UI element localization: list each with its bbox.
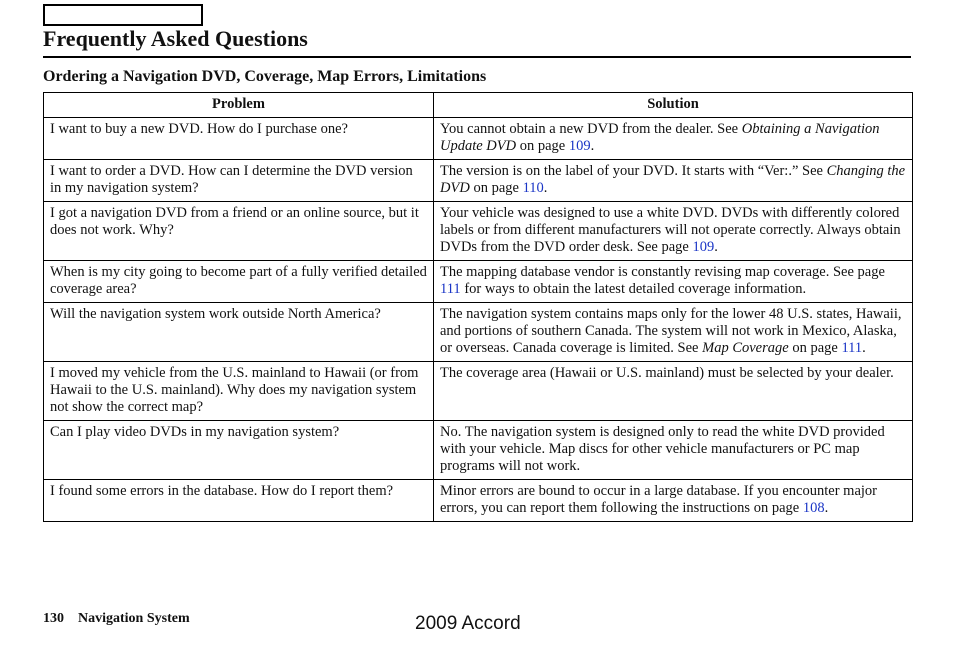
table-row: [44, 261, 913, 303]
table-row: [44, 303, 913, 362]
page-reference-link[interactable]: 109: [692, 239, 715, 255]
solution-cell: [434, 480, 913, 522]
section-reference: Map Coverage: [702, 340, 789, 356]
page-reference-link[interactable]: 111: [841, 340, 863, 356]
title-divider: [43, 56, 911, 58]
problem-cell: When is my city going to become part of a fully verified detailed coverage area?: [44, 261, 434, 303]
solution-text: .: [543, 180, 548, 196]
faq-table-body: [44, 118, 913, 522]
solution-text: on page: [788, 340, 842, 356]
solution-text: The navigation system contains maps only for the lower 48 U.S. states, Hawaii, and portions of southern Canada. The system will not work in Mexico, Alaska, or overseas. Canada coverage is limited. See: [440, 306, 902, 356]
solution-text: The coverage area (Hawaii or U.S. mainland) must be selected by your dealer.: [440, 365, 894, 381]
solution-cell: [434, 202, 913, 261]
solution-column-header: Solution: [434, 93, 913, 118]
solution-cell: [434, 421, 913, 480]
page-reference-link[interactable]: 108: [802, 500, 825, 516]
problem-cell: I moved my vehicle from the U.S. mainland to Hawaii (or from Hawaii to the U.S. mainland). Why does my navigation system not show the correct map?: [44, 362, 434, 421]
table-row: [44, 362, 913, 421]
solution-text: .: [714, 239, 718, 255]
solution-text: for ways to obtain the latest detailed coverage information.: [460, 281, 807, 297]
solution-text: .: [824, 500, 829, 516]
faq-table: [43, 92, 913, 522]
page-reference-link[interactable]: 111: [440, 281, 461, 297]
footer-model-label: 2009 Accord: [415, 613, 521, 634]
problem-cell: I want to buy a new DVD. How do I purchase one?: [44, 118, 434, 160]
table-row: [44, 160, 913, 202]
problem-column-header: Problem: [44, 93, 434, 118]
table-row: [44, 480, 913, 522]
solution-cell: [434, 261, 913, 303]
footer-page-number: 130: [43, 611, 64, 626]
solution-text: .: [862, 340, 866, 356]
solution-text: The mapping database vendor is constantly revising map coverage. See page: [440, 264, 885, 280]
page-reference-link[interactable]: 109: [568, 138, 591, 154]
solution-text: No. The navigation system is designed only to read the white DVD provided with your vehicle. Map discs for other vehicle manufacturers or PC map programs will not work.: [440, 424, 885, 474]
problem-cell: Will the navigation system work outside North America?: [44, 303, 434, 362]
solution-text: The version is on the label of your DVD. It starts with “Ver:.” See: [440, 163, 827, 179]
section-heading: Ordering a Navigation DVD, Coverage, Map Errors, Limitations: [43, 68, 487, 85]
solution-text: Your vehicle was designed to use a white DVD. DVDs with differently colored labels or from different manufacturers will not operate correctly. Always obtain DVDs from the DVD order desk. See page: [440, 205, 901, 255]
table-row: [44, 202, 913, 261]
table-header-row: [44, 93, 913, 118]
problem-cell: I found some errors in the database. How do I report them?: [44, 480, 434, 522]
header-tab-box: [43, 4, 203, 26]
solution-text: You cannot obtain a new DVD from the dealer. See: [440, 121, 742, 137]
solution-cell: [434, 303, 913, 362]
footer-section-name: Navigation System: [78, 611, 190, 626]
solution-text: on page: [469, 180, 523, 196]
solution-cell: [434, 362, 913, 421]
problem-cell: Can I play video DVDs in my navigation system?: [44, 421, 434, 480]
solution-cell: [434, 160, 913, 202]
solution-text: on page: [516, 138, 569, 154]
page-title: Frequently Asked Questions: [43, 26, 308, 51]
solution-text: .: [590, 138, 595, 154]
page-reference-link[interactable]: 110: [522, 180, 544, 196]
problem-cell: I got a navigation DVD from a friend or an online source, but it does not work. Why?: [44, 202, 434, 261]
solution-cell: [434, 118, 913, 160]
problem-cell: I want to order a DVD. How can I determine the DVD version in my navigation system?: [44, 160, 434, 202]
section-reference: Changing the DVD: [440, 163, 906, 196]
section-reference: Obtaining a Navigation Update DVD: [440, 121, 880, 154]
solution-text: Minor errors are bound to occur in a large database. If you encounter major errors, you can report them following the instructions on page: [440, 483, 877, 516]
table-row: [44, 118, 913, 160]
table-row: [44, 421, 913, 480]
